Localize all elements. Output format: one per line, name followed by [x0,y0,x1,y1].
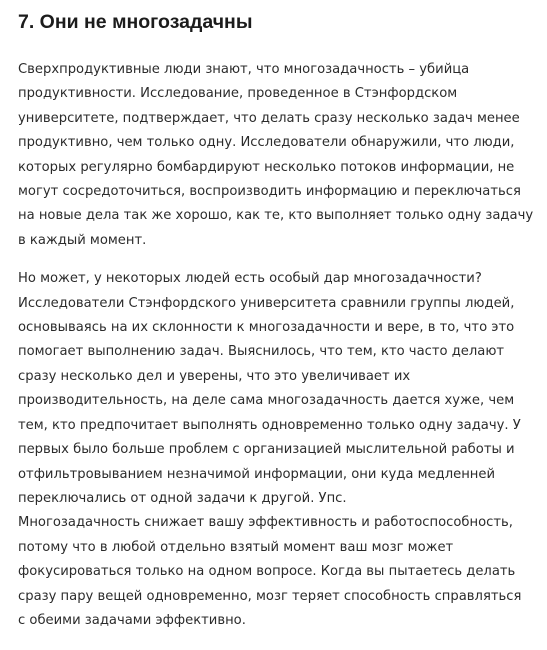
paragraph-line: тем, кто предпочитает выполнять одновременно только одну задачу. У [18,417,521,433]
paragraph-line: отфильтровыванием незначимой информации, они куда медленней [18,466,495,482]
paragraph-line: сразу пару вещей одновременно, мозг теряет способность справляться [18,588,522,604]
paragraph-line: потому что в любой отдельно взятый момент ваш мозг может [18,539,454,555]
article [18,0,533,633]
paragraph-line: первых было больше проблем с организацией мыслительной работы и [18,442,515,458]
paragraph-line: помогает выполнению задач. Выяснилось, что тем, кто часто делают [18,344,505,360]
section-heading: 7. Они не многозадачны [18,11,253,33]
paragraph-1 [18,58,533,253]
paragraph-line: с обеими задачами эффективно. [18,612,246,628]
paragraph-line: Многозадачность снижает вашу эффективность и работоспособность, [18,515,513,531]
paragraph-line: сразу несколько дел и уверены, что это увеличивает их [18,368,411,384]
paragraph-line: продуктивности. Исследование, проведенное в Стэнфордском [18,86,458,102]
paragraph-line: продуктивно, чем только одну. Исследователи обнаружили, что люди, [18,135,515,151]
paragraph-2 [18,267,533,633]
paragraph-line: переключались от одной задачи к другой. Упс. [18,490,347,506]
paragraph-line: фокусироваться только на одном вопросе. Когда вы пытаетесь делать [18,564,516,580]
paragraph-line: Но может, у некоторых людей есть особый дар многозадачности? [18,271,482,287]
paragraph-line: производительность, на деле сама многозадачность дается хуже, чем [18,393,515,409]
paragraph-line: которых регулярно бомбардируют несколько потоков информации, не [18,159,515,175]
paragraph-line: Исследователи Стэнфордского университета сравнили группы людей, [18,295,515,311]
paragraph-line: могут сосредоточиться, воспроизводить информацию и переключаться [18,184,521,200]
paragraph-line: в каждый момент. [18,232,147,248]
paragraph-line: основываясь на их склонности к многозадачности и вере, в то, что это [18,320,515,336]
paragraph-line: на новые дела так же хорошо, как те, кто выполняет только одну задачу [18,208,534,224]
paragraph-line: университете, подтверждает, что делать сразу несколько задач менее [18,110,520,126]
paragraph-line: Сверхпродуктивные люди знают, что многозадачность – убийца [18,62,470,77]
